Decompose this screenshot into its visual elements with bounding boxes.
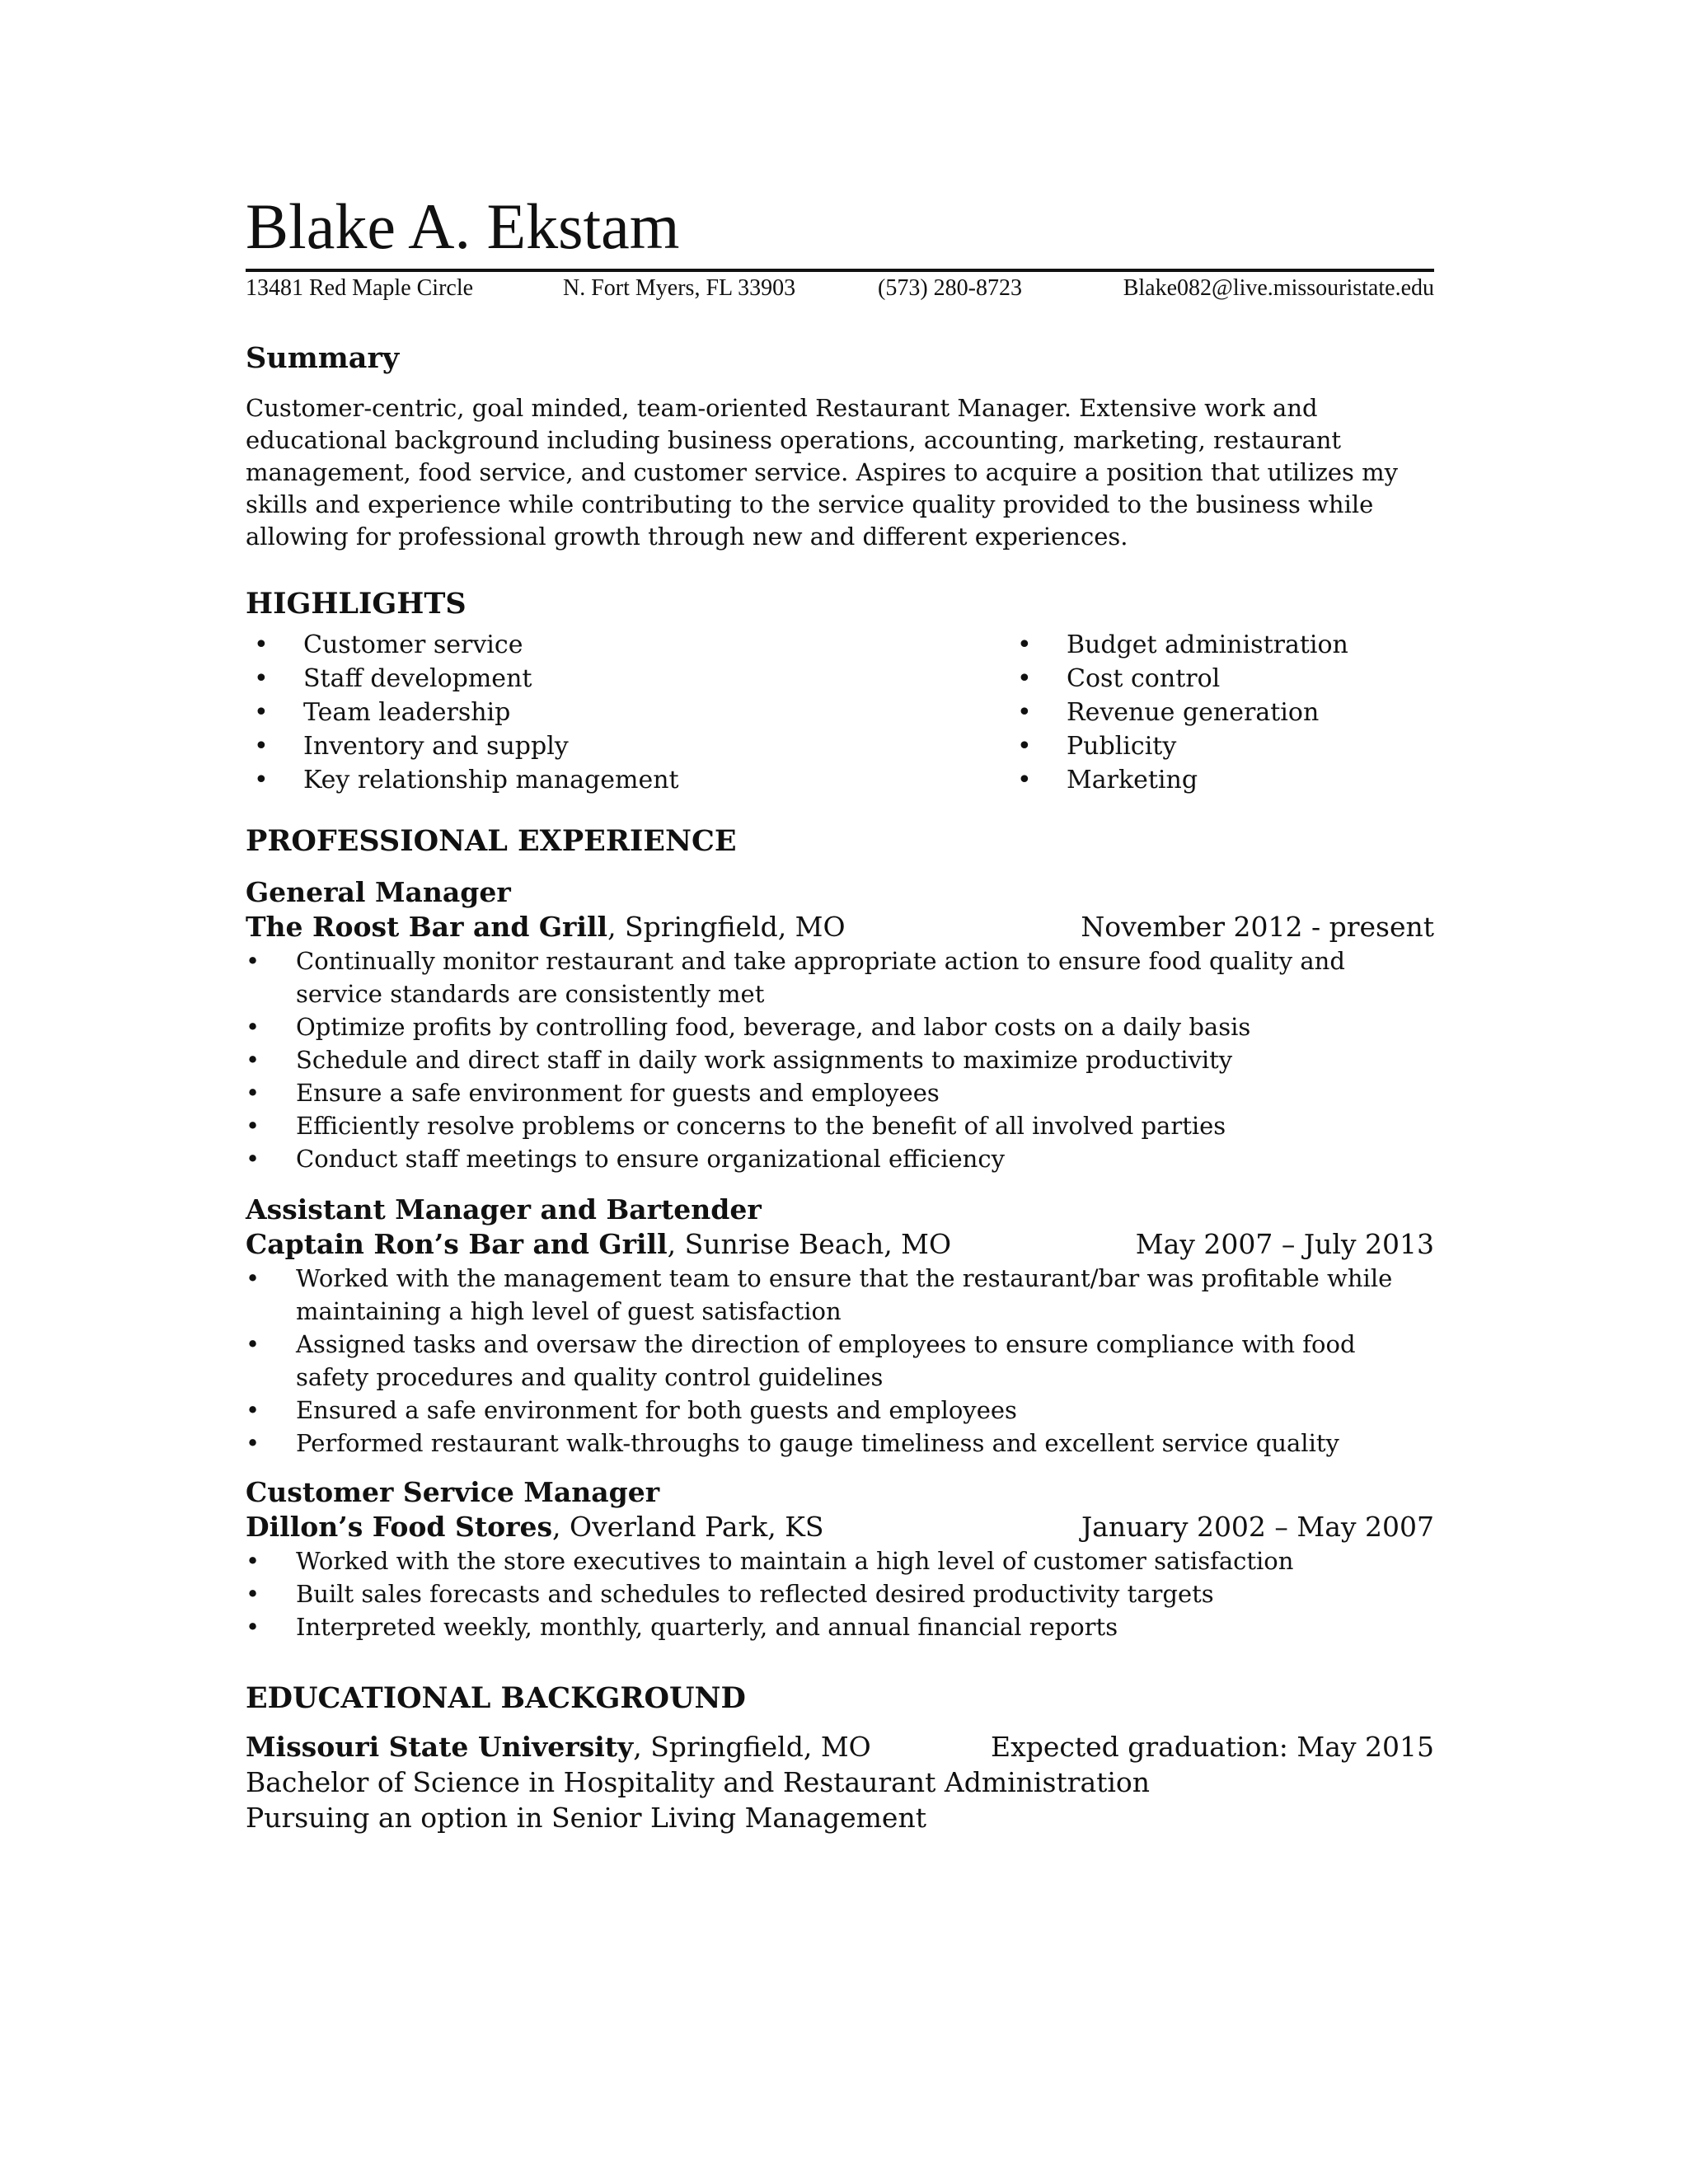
list-item: • Staff development (246, 662, 679, 696)
list-item: • Efficiently resolve problems or concerns to the benefit of all involved parties (246, 1109, 1434, 1142)
job-duties (246, 1262, 1434, 1460)
list-item: • Publicity (1009, 729, 1348, 763)
job-duties (246, 1544, 1434, 1643)
list-item: • Team leadership (246, 696, 679, 729)
job-location: , Overland Park, KS (552, 1511, 824, 1543)
job-employer-line (246, 910, 1434, 944)
education-degree: Bachelor of Science in Hospitality and Restaurant Administration (246, 1766, 1151, 1798)
contact-phone: (573) 280-8723 (878, 275, 1022, 301)
summary-text: Customer-centric, goal minded, team-oriented Restaurant Manager. Extensive work and educational background including business operations, accounting, marketing, restaurant management, food service, and customer service. Aspires to acquire a position that utilizes my skills and experience while contributing to the service quality provided to the business while allowing for professional growth through new and different experiences. (246, 394, 1399, 551)
education-location: , Springfield, MO (633, 1731, 871, 1763)
job-location: , Sunrise Beach, MO (667, 1228, 952, 1260)
job-dates: January 2002 – May 2007 (1081, 1511, 1434, 1543)
contact-email: Blake082@live.missouristate.edu (1123, 275, 1434, 301)
list-item: • Continually monitor restaurant and take appropriate action to ensure food quality and service standards are consistently met (246, 944, 1434, 1010)
list-item: • Marketing (1009, 763, 1348, 797)
list-item: • Optimize profits by controlling food, beverage, and labor costs on a daily basis (246, 1010, 1434, 1043)
job-assistant-manager (246, 1193, 1434, 1460)
education-heading: EDUCATIONAL BACKGROUND (246, 1681, 746, 1715)
list-item: • Cost control (1009, 662, 1348, 696)
job-dates: November 2012 - present (1081, 911, 1434, 943)
list-item: • Worked with the management team to ensure that the restaurant/bar was profitable while maintaining a high level of guest satisfaction (246, 1262, 1434, 1328)
education-school: Missouri State University (246, 1731, 634, 1763)
list-item: • Key relationship management (246, 763, 679, 797)
job-duties (246, 944, 1434, 1175)
job-company: The Roost Bar and Grill (246, 911, 608, 943)
list-item: • Conduct staff meetings to ensure organizational efficiency (246, 1142, 1434, 1175)
job-title: General Manager (246, 876, 511, 908)
job-general-manager (246, 875, 1434, 1175)
job-title: Customer Service Manager (246, 1476, 660, 1508)
job-company: Captain Ron’s Bar and Grill (246, 1228, 668, 1260)
contact-address: 13481 Red Maple Circle (246, 275, 474, 301)
list-item: • Performed restaurant walk-throughs to gauge timeliness and excellent service quality (246, 1427, 1434, 1460)
education-option: Pursuing an option in Senior Living Management (246, 1802, 926, 1834)
list-item: • Customer service (246, 628, 679, 662)
highlights-right-list (1009, 628, 1348, 797)
list-item: • Schedule and direct staff in daily work assignments to maximize productivity (246, 1043, 1434, 1076)
list-item: • Inventory and supply (246, 729, 679, 763)
list-item: • Worked with the store executives to maintain a high level of customer satisfaction (246, 1544, 1434, 1577)
summary-heading: Summary (246, 341, 400, 375)
education-entry (246, 1729, 1434, 1835)
list-item: • Ensure a safe environment for guests and employees (246, 1076, 1434, 1109)
list-item: • Interpreted weekly, monthly, quarterly, and annual financial reports (246, 1610, 1434, 1643)
highlights-left-list (246, 628, 679, 797)
job-employer-line (246, 1227, 1434, 1262)
job-location: , Springfield, MO (607, 911, 846, 943)
job-company: Dillon’s Food Stores (246, 1511, 553, 1543)
job-title: Assistant Manager and Bartender (246, 1193, 762, 1226)
job-dates: May 2007 – July 2013 (1135, 1228, 1434, 1260)
list-item: • Ensured a safe environment for both guests and employees (246, 1394, 1434, 1427)
list-item: • Revenue generation (1009, 696, 1348, 729)
list-item: • Built sales forecasts and schedules to reflected desired productivity targets (246, 1577, 1434, 1610)
job-employer-line (246, 1510, 1434, 1544)
education-graduation: Expected graduation: May 2015 (991, 1731, 1434, 1763)
list-item: • Budget administration (1009, 628, 1348, 662)
experience-heading: PROFESSIONAL EXPERIENCE (246, 824, 737, 858)
candidate-name: Blake A. Ekstam (246, 190, 680, 262)
education-school-line (246, 1729, 1434, 1765)
job-customer-service-manager (246, 1475, 1434, 1643)
header-rule (246, 269, 1434, 272)
contact-city: N. Fort Myers, FL 33903 (563, 275, 796, 301)
highlights-heading: HIGHLIGHTS (246, 587, 467, 621)
contact-line (246, 275, 1434, 305)
list-item: • Assigned tasks and oversaw the direction of employees to ensure compliance with food safety procedures and quality control guidelines (246, 1328, 1434, 1394)
